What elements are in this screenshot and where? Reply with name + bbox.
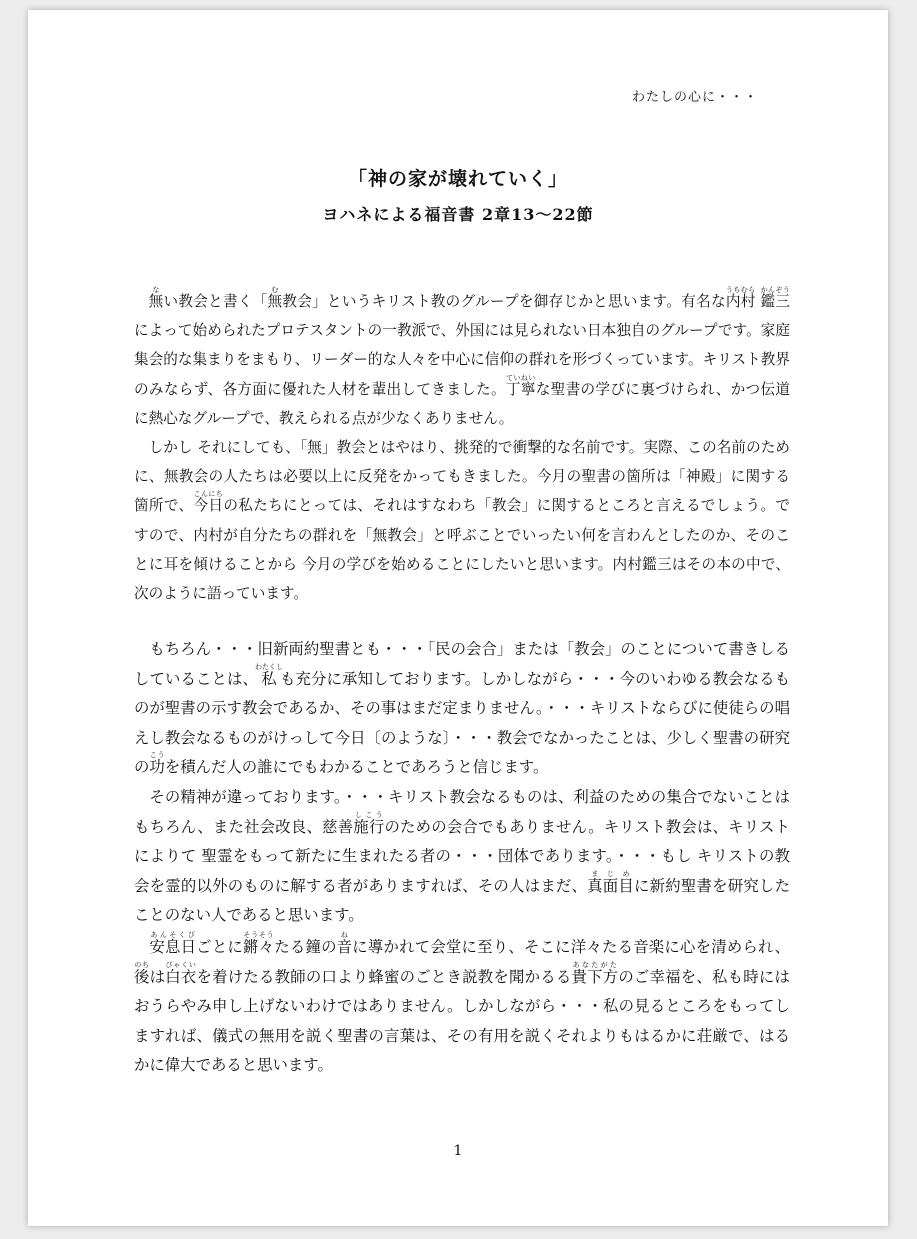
ruby-word: 無な <box>148 286 164 310</box>
quote-paragraph: 安息日あんそくびごとに鏘々そうそうたる鐘の音ねに導かれて会堂に至り、そこに洋々たる音楽に心を清められ、後のちは白衣びゃくいを着けたる教師の口より蜂蜜のごとき説教を聞かるる貴下方あなたがたのご幸福を、私も時にはおうらやみ申し上げないわけではありません。しかしながら・・・私の見るところをもってしますれば、儀式の無用を説く聖書の言葉は、その有用を説くそれよりもはるかに荘厳で、はるかに偉大であると思います。 <box>134 930 790 1075</box>
ruby-word: 貴下方あなたがた <box>571 960 619 986</box>
sermon-title: 「神の家が壊れていく」 <box>347 168 568 190</box>
essay-paragraph: 無ない教会と書く「無む教会」というキリスト教のグループを御存じかと思います。有名な内村うちむら 鑑三かんぞうによって始められたプロテスタントの一教派で、外国には見られない日本独自のグループです。家庭集会的な集まりをまもり、リーダー的な人々を中心に信仰の群れを形づくっています。キリスト教界のみならず、各方面に優れた人材を輩出してきました。丁寧ていねいな聖書の学びに裏づけられ、かつ伝道に熱心なグループで、教えられる点が少なくありません。 <box>134 286 790 427</box>
header-note: わたしの心に・・・ <box>631 90 758 105</box>
ruby-word: 丁寧ていねい <box>505 373 536 398</box>
ruby-word: 白衣びゃくい <box>165 960 197 986</box>
page-number: 1 <box>453 1143 463 1159</box>
ruby-word: 安息日あんそくび <box>149 930 197 956</box>
essay-body <box>134 286 790 608</box>
scripture-reference: ヨハネによる福音書 2章13〜22節 <box>322 205 594 224</box>
ruby-word: 無む <box>267 286 283 310</box>
ruby-word: 施行しこう <box>353 810 385 836</box>
ruby-word: 真面目まじめ <box>587 869 634 895</box>
quoted-passage <box>134 635 790 1081</box>
ruby-word: 功こう <box>149 751 165 777</box>
ruby-word: 音ね <box>336 930 353 956</box>
ruby-word: 私わたくし <box>254 662 283 688</box>
ruby-word: 今日こんにち <box>193 490 224 515</box>
ruby-word: 鑑三かんぞう <box>760 286 790 310</box>
ruby-word: 内村うちむら <box>725 286 756 310</box>
quote-paragraph: その精神が違っております。・・・キリスト教会なるものは、利益のための集合でないことはもちろん、また社会改良、慈善施行しこうのための会合でもありません。キリスト教会は、キリストによりて 聖霊をもって新たに生まれたる者の・・・団体であります。・・・もし キリストの教会を霊的以外のものに解する者がありますれば、その人はまだ、真面目まじめに新約聖書を研究したことのない人であると思います。 <box>134 787 790 925</box>
document-page <box>28 10 888 1226</box>
ruby-word: 後のち <box>134 960 150 986</box>
essay-paragraph: しかし それにしても、「無」教会とはやはり、挑発的で衝撃的な名前です。実際、この名前のために、無教会の人たちは必要以上に反発をかってもきました。今月の聖書の箇所は「神殿」に関する箇所で、今日こんにちの私たちにとっては、それはすなわち「教会」に関するところと言えるでしょう。ですので、内村が自分たちの群れを「無教会」と呼ぶことでいったい何を言わんとしたのか、そのことに耳を傾けることから 今月の学びを始めることにしたいと思います。内村鑑三はその本の中で、次のように語っています。 <box>134 439 790 603</box>
quote-paragraph: もちろん・・・旧新両約聖書とも・・・「民の会合」または「教会」のことについて書きしるしていることは、私わたくしも充分に承知しております。しかしながら・・・今のいわゆる教会なるものが聖書の示す教会であるか、その事はまだ定まりません。・・・キリストならびに使徒らの唱えし教会なるものがけっして今日〔のような〕・・・教会でなかったことは、少しく聖書の研究の功こうを積んだ人の誰にでもわかることであろうと信じます。 <box>134 640 790 777</box>
ruby-word: 鏘々そうそう <box>243 930 275 956</box>
